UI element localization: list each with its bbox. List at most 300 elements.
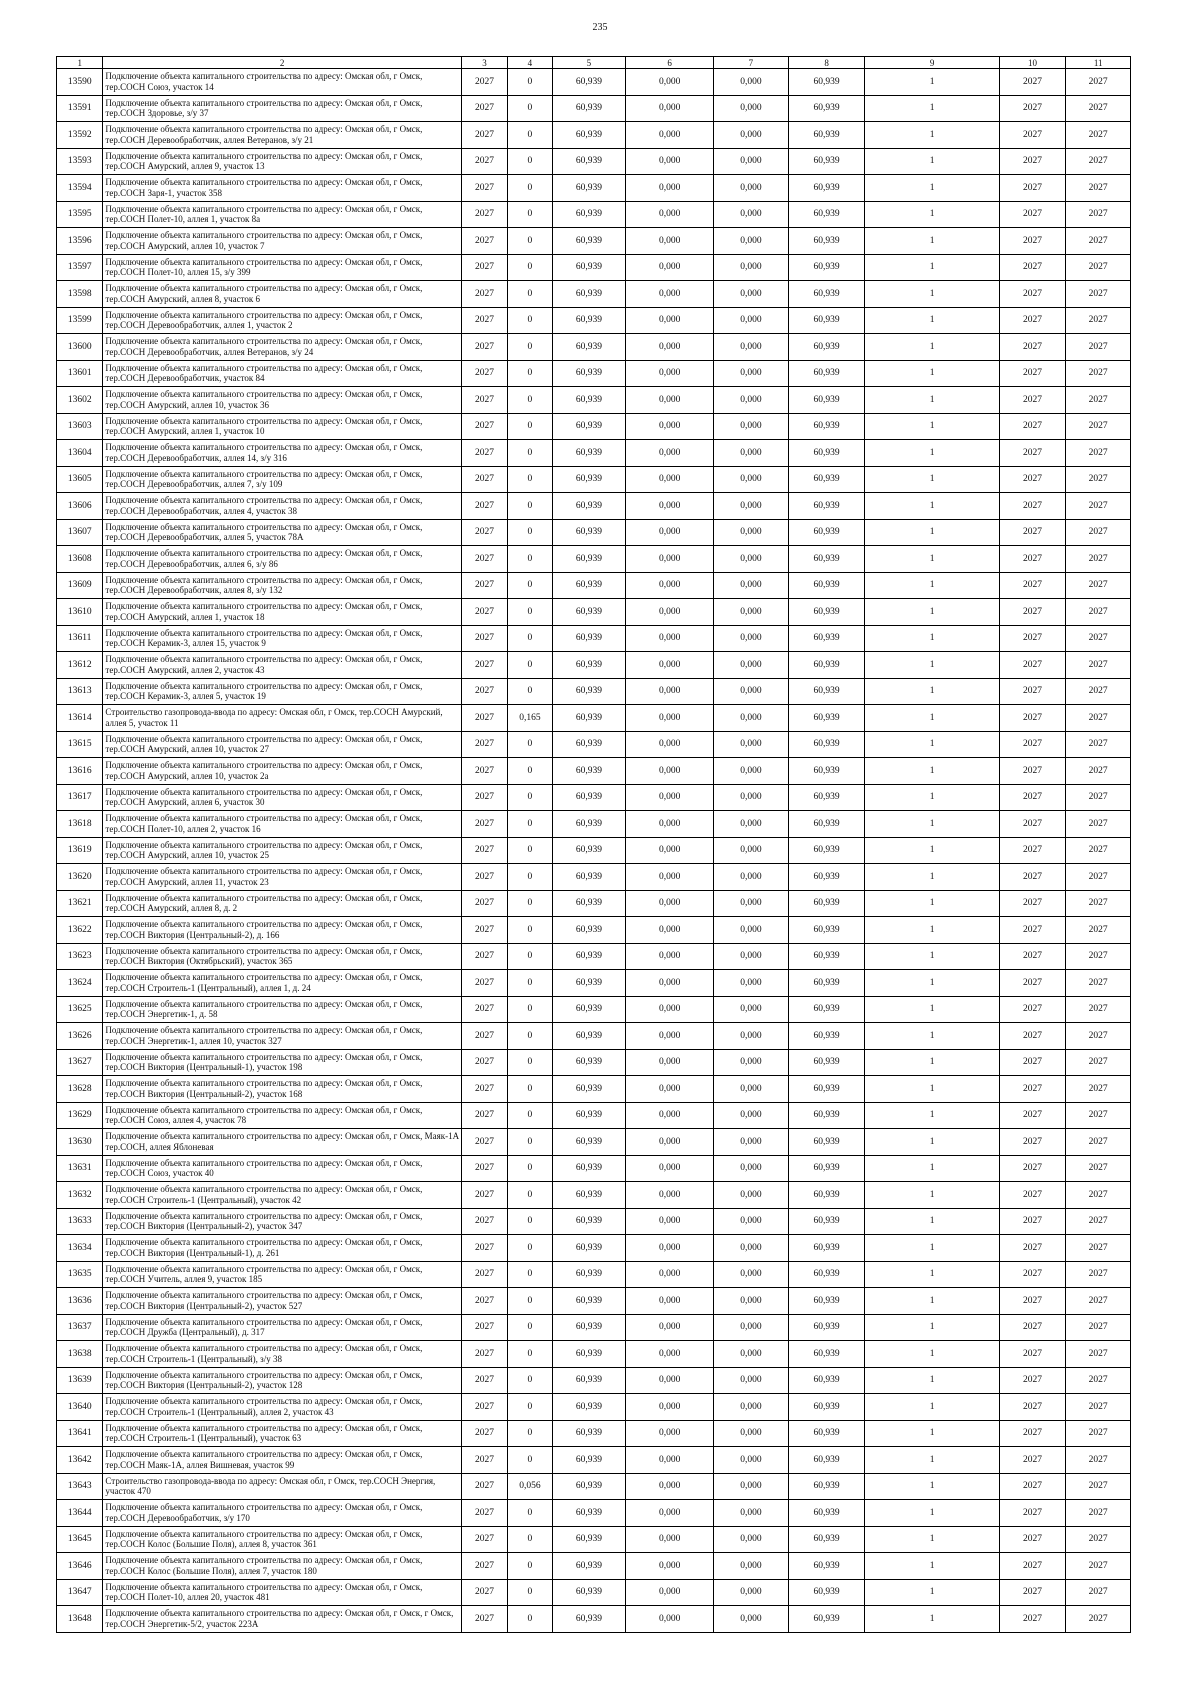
col-7-cell: 0,000 xyxy=(714,1420,789,1447)
col-5-cell: 60,939 xyxy=(552,1182,626,1209)
col-8-cell: 60,939 xyxy=(788,1023,865,1050)
col-10-cell: 2027 xyxy=(999,440,1066,467)
col-10-cell: 2027 xyxy=(999,1500,1066,1527)
table-row xyxy=(57,307,1131,334)
description-cell: Подключение объекта капитального строительства по адресу: Омская обл, г Омск, г Омск, тер.СОСН Энергетик-5/2, участок 223А xyxy=(103,1606,461,1633)
col-8-cell: 60,939 xyxy=(788,1208,865,1235)
col-6-cell: 0,000 xyxy=(626,599,714,626)
col-7-cell: 0,000 xyxy=(714,1314,789,1341)
table-row xyxy=(57,334,1131,361)
col-3-cell: 2027 xyxy=(461,864,507,891)
col-6-cell: 0,000 xyxy=(626,360,714,387)
col-11-cell: 2027 xyxy=(1066,1076,1131,1103)
col-8-cell: 60,939 xyxy=(788,784,865,811)
col-4-cell: 0 xyxy=(508,1102,552,1129)
row-number-cell: 13606 xyxy=(57,493,103,520)
col-11-cell: 2027 xyxy=(1066,254,1131,281)
col-9-cell: 1 xyxy=(865,1102,999,1129)
table-row xyxy=(57,917,1131,944)
col-5-cell: 60,939 xyxy=(552,413,626,440)
row-number-cell: 13599 xyxy=(57,307,103,334)
col-5-cell: 60,939 xyxy=(552,1447,626,1474)
col-8-cell: 60,939 xyxy=(788,1579,865,1606)
col-11-cell: 2027 xyxy=(1066,360,1131,387)
col-6-cell: 0,000 xyxy=(626,996,714,1023)
col-11-cell: 2027 xyxy=(1066,1129,1131,1156)
col-8-cell: 60,939 xyxy=(788,228,865,255)
column-header-10: 10 xyxy=(999,57,1066,69)
col-9-cell: 1 xyxy=(865,493,999,520)
col-3-cell: 2027 xyxy=(461,1076,507,1103)
col-3-cell: 2027 xyxy=(461,970,507,997)
col-6-cell: 0,000 xyxy=(626,148,714,175)
col-9-cell: 1 xyxy=(865,307,999,334)
col-3-cell: 2027 xyxy=(461,1049,507,1076)
col-10-cell: 2027 xyxy=(999,175,1066,202)
description-cell: Подключение объекта капитального строительства по адресу: Омская обл, г Омск, тер.СОСН Деревообработчик, аллея Ветеранов, з/у 21 xyxy=(103,122,461,149)
col-7-cell: 0,000 xyxy=(714,466,789,493)
col-4-cell: 0 xyxy=(508,95,552,122)
col-6-cell: 0,000 xyxy=(626,387,714,414)
description-cell: Подключение объекта капитального строительства по адресу: Омская обл, г Омск, тер.СОСН Амурский, аллея 8, участок 6 xyxy=(103,281,461,308)
col-3-cell: 2027 xyxy=(461,1208,507,1235)
col-5-cell: 60,939 xyxy=(552,864,626,891)
description-cell: Строительство газопровода-ввода по адресу: Омская обл, г Омск, тер.СОСН Энергия, участок 470 xyxy=(103,1473,461,1500)
row-number-cell: 13592 xyxy=(57,122,103,149)
table-row xyxy=(57,466,1131,493)
col-5-cell: 60,939 xyxy=(552,1208,626,1235)
col-6-cell: 0,000 xyxy=(626,493,714,520)
col-9-cell: 1 xyxy=(865,1553,999,1580)
col-8-cell: 60,939 xyxy=(788,864,865,891)
col-5-cell: 60,939 xyxy=(552,970,626,997)
col-7-cell: 0,000 xyxy=(714,996,789,1023)
col-4-cell: 0 xyxy=(508,1261,552,1288)
col-6-cell: 0,000 xyxy=(626,413,714,440)
row-number-cell: 13624 xyxy=(57,970,103,997)
col-10-cell: 2027 xyxy=(999,1288,1066,1315)
col-6-cell: 0,000 xyxy=(626,281,714,308)
description-cell: Подключение объекта капитального строительства по адресу: Омская обл, г Омск, тер.СОСН Маяк-1А, аллея Вишневая, участок 99 xyxy=(103,1447,461,1474)
description-cell: Подключение объекта капитального строительства по адресу: Омская обл, г Омск, тер.СОСН Деревообработчик, аллея 6, з/у 86 xyxy=(103,546,461,573)
col-10-cell: 2027 xyxy=(999,1553,1066,1580)
col-11-cell: 2027 xyxy=(1066,731,1131,758)
col-7-cell: 0,000 xyxy=(714,1049,789,1076)
col-4-cell: 0 xyxy=(508,572,552,599)
column-header-6: 6 xyxy=(626,57,714,69)
col-9-cell: 1 xyxy=(865,864,999,891)
col-5-cell: 60,939 xyxy=(552,307,626,334)
col-10-cell: 2027 xyxy=(999,625,1066,652)
col-7-cell: 0,000 xyxy=(714,281,789,308)
table-row xyxy=(57,731,1131,758)
col-6-cell: 0,000 xyxy=(626,1394,714,1421)
row-number-cell: 13626 xyxy=(57,1023,103,1050)
col-10-cell: 2027 xyxy=(999,784,1066,811)
col-7-cell: 0,000 xyxy=(714,1235,789,1262)
col-11-cell: 2027 xyxy=(1066,1341,1131,1368)
col-10-cell: 2027 xyxy=(999,970,1066,997)
description-cell: Подключение объекта капитального строительства по адресу: Омская обл, г Омск, тер.СОСН Амурский, аллея 2, участок 43 xyxy=(103,652,461,679)
col-9-cell: 1 xyxy=(865,1579,999,1606)
col-7-cell: 0,000 xyxy=(714,572,789,599)
table-row xyxy=(57,546,1131,573)
col-9-cell: 1 xyxy=(865,1447,999,1474)
col-11-cell: 2027 xyxy=(1066,784,1131,811)
col-5-cell: 60,939 xyxy=(552,148,626,175)
col-10-cell: 2027 xyxy=(999,996,1066,1023)
col-6-cell: 0,000 xyxy=(626,254,714,281)
col-6-cell: 0,000 xyxy=(626,546,714,573)
col-4-cell: 0 xyxy=(508,943,552,970)
col-3-cell: 2027 xyxy=(461,228,507,255)
col-8-cell: 60,939 xyxy=(788,519,865,546)
col-6-cell: 0,000 xyxy=(626,440,714,467)
col-10-cell: 2027 xyxy=(999,95,1066,122)
col-8-cell: 60,939 xyxy=(788,1553,865,1580)
col-10-cell: 2027 xyxy=(999,360,1066,387)
col-7-cell: 0,000 xyxy=(714,1023,789,1050)
table-row xyxy=(57,1155,1131,1182)
col-10-cell: 2027 xyxy=(999,1155,1066,1182)
col-8-cell: 60,939 xyxy=(788,1526,865,1553)
col-8-cell: 60,939 xyxy=(788,917,865,944)
col-4-cell: 0 xyxy=(508,599,552,626)
col-8-cell: 60,939 xyxy=(788,1394,865,1421)
col-9-cell: 1 xyxy=(865,254,999,281)
col-3-cell: 2027 xyxy=(461,1314,507,1341)
col-3-cell: 2027 xyxy=(461,917,507,944)
col-3-cell: 2027 xyxy=(461,546,507,573)
col-11-cell: 2027 xyxy=(1066,1553,1131,1580)
col-5-cell: 60,939 xyxy=(552,201,626,228)
table-row xyxy=(57,1049,1131,1076)
table-row xyxy=(57,811,1131,838)
col-11-cell: 2027 xyxy=(1066,811,1131,838)
row-number-cell: 13614 xyxy=(57,705,103,732)
row-number-cell: 13619 xyxy=(57,837,103,864)
col-8-cell: 60,939 xyxy=(788,1102,865,1129)
col-3-cell: 2027 xyxy=(461,1341,507,1368)
row-number-cell: 13610 xyxy=(57,599,103,626)
col-9-cell: 1 xyxy=(865,387,999,414)
description-cell: Подключение объекта капитального строительства по адресу: Омская обл, г Омск, тер.СОСН Союз, участок 40 xyxy=(103,1155,461,1182)
col-3-cell: 2027 xyxy=(461,413,507,440)
col-7-cell: 0,000 xyxy=(714,201,789,228)
col-10-cell: 2027 xyxy=(999,837,1066,864)
col-3-cell: 2027 xyxy=(461,1447,507,1474)
col-8-cell: 60,939 xyxy=(788,440,865,467)
col-7-cell: 0,000 xyxy=(714,1288,789,1315)
col-4-cell: 0 xyxy=(508,731,552,758)
col-8-cell: 60,939 xyxy=(788,175,865,202)
col-4-cell: 0 xyxy=(508,758,552,785)
col-10-cell: 2027 xyxy=(999,943,1066,970)
table-row xyxy=(57,784,1131,811)
table-row xyxy=(57,1579,1131,1606)
col-6-cell: 0,000 xyxy=(626,175,714,202)
col-7-cell: 0,000 xyxy=(714,1076,789,1103)
col-4-cell: 0 xyxy=(508,360,552,387)
col-9-cell: 1 xyxy=(865,546,999,573)
row-number-cell: 13605 xyxy=(57,466,103,493)
col-6-cell: 0,000 xyxy=(626,466,714,493)
description-cell: Подключение объекта капитального строительства по адресу: Омская обл, г Омск, тер.СОСН Амурский, аллея 9, участок 13 xyxy=(103,148,461,175)
col-7-cell: 0,000 xyxy=(714,837,789,864)
description-cell: Подключение объекта капитального строительства по адресу: Омская обл, г Омск, тер.СОСН Деревообработчик, участок 84 xyxy=(103,360,461,387)
col-5-cell: 60,939 xyxy=(552,254,626,281)
col-6-cell: 0,000 xyxy=(626,1314,714,1341)
col-3-cell: 2027 xyxy=(461,1394,507,1421)
col-3-cell: 2027 xyxy=(461,1288,507,1315)
description-cell: Подключение объекта капитального строительства по адресу: Омская обл, г Омск, тер.СОСН Амурский, аллея 10, участок 2а xyxy=(103,758,461,785)
col-11-cell: 2027 xyxy=(1066,1473,1131,1500)
col-5-cell: 60,939 xyxy=(552,493,626,520)
col-7-cell: 0,000 xyxy=(714,1394,789,1421)
col-6-cell: 0,000 xyxy=(626,1023,714,1050)
col-9-cell: 1 xyxy=(865,201,999,228)
table-row xyxy=(57,705,1131,732)
col-11-cell: 2027 xyxy=(1066,970,1131,997)
col-6-cell: 0,000 xyxy=(626,731,714,758)
col-5-cell: 60,939 xyxy=(552,1076,626,1103)
col-11-cell: 2027 xyxy=(1066,625,1131,652)
col-9-cell: 1 xyxy=(865,1076,999,1103)
description-cell: Подключение объекта капитального строительства по адресу: Омская обл, г Омск, тер.СОСН Керамик-3, аллея 15, участок 9 xyxy=(103,625,461,652)
description-cell: Подключение объекта капитального строительства по адресу: Омская обл, г Омск, тер.СОСН Полет-10, аллея 2, участок 16 xyxy=(103,811,461,838)
col-7-cell: 0,000 xyxy=(714,493,789,520)
row-number-cell: 13602 xyxy=(57,387,103,414)
col-10-cell: 2027 xyxy=(999,69,1066,96)
row-number-cell: 13647 xyxy=(57,1579,103,1606)
col-9-cell: 1 xyxy=(865,625,999,652)
col-7-cell: 0,000 xyxy=(714,1447,789,1474)
col-4-cell: 0 xyxy=(508,1314,552,1341)
col-6-cell: 0,000 xyxy=(626,95,714,122)
col-4-cell: 0 xyxy=(508,1076,552,1103)
row-number-cell: 13636 xyxy=(57,1288,103,1315)
col-3-cell: 2027 xyxy=(461,678,507,705)
table-row xyxy=(57,201,1131,228)
row-number-cell: 13645 xyxy=(57,1526,103,1553)
table-row xyxy=(57,1526,1131,1553)
description-cell: Подключение объекта капитального строительства по адресу: Омская обл, г Омск, тер.СОСН Энергетик-1, аллея 10, участок 327 xyxy=(103,1023,461,1050)
page-number: 235 xyxy=(592,22,608,33)
col-10-cell: 2027 xyxy=(999,758,1066,785)
col-3-cell: 2027 xyxy=(461,705,507,732)
col-11-cell: 2027 xyxy=(1066,890,1131,917)
col-6-cell: 0,000 xyxy=(626,1288,714,1315)
description-cell: Подключение объекта капитального строительства по адресу: Омская обл, г Омск, тер.СОСН Деревообработчик, аллея 8, з/у 132 xyxy=(103,572,461,599)
col-3-cell: 2027 xyxy=(461,281,507,308)
col-9-cell: 1 xyxy=(865,970,999,997)
col-5-cell: 60,939 xyxy=(552,678,626,705)
col-6-cell: 0,000 xyxy=(626,1129,714,1156)
description-cell: Подключение объекта капитального строительства по адресу: Омская обл, г Омск, тер.СОСН Строитель-1 (Центральный), участок 63 xyxy=(103,1420,461,1447)
col-6-cell: 0,000 xyxy=(626,122,714,149)
col-9-cell: 1 xyxy=(865,69,999,96)
description-cell: Подключение объекта капитального строительства по адресу: Омская обл, г Омск, тер.СОСН Виктория (Центральный-2), участок 168 xyxy=(103,1076,461,1103)
column-header-11: 11 xyxy=(1066,57,1131,69)
col-8-cell: 60,939 xyxy=(788,943,865,970)
col-3-cell: 2027 xyxy=(461,307,507,334)
row-number-cell: 13600 xyxy=(57,334,103,361)
col-8-cell: 60,939 xyxy=(788,466,865,493)
col-9-cell: 1 xyxy=(865,1155,999,1182)
col-6-cell: 0,000 xyxy=(626,1367,714,1394)
col-3-cell: 2027 xyxy=(461,175,507,202)
col-5-cell: 60,939 xyxy=(552,705,626,732)
col-5-cell: 60,939 xyxy=(552,1102,626,1129)
col-5-cell: 60,939 xyxy=(552,546,626,573)
col-4-cell: 0 xyxy=(508,546,552,573)
col-7-cell: 0,000 xyxy=(714,1606,789,1633)
col-11-cell: 2027 xyxy=(1066,519,1131,546)
col-10-cell: 2027 xyxy=(999,334,1066,361)
col-5-cell: 60,939 xyxy=(552,360,626,387)
col-10-cell: 2027 xyxy=(999,201,1066,228)
col-3-cell: 2027 xyxy=(461,1235,507,1262)
description-cell: Подключение объекта капитального строительства по адресу: Омская обл, г Омск, тер.СОСН Заря-1, участок 358 xyxy=(103,175,461,202)
col-4-cell: 0 xyxy=(508,519,552,546)
row-number-cell: 13612 xyxy=(57,652,103,679)
col-3-cell: 2027 xyxy=(461,731,507,758)
col-7-cell: 0,000 xyxy=(714,1208,789,1235)
column-header-5: 5 xyxy=(552,57,626,69)
col-4-cell: 0 xyxy=(508,148,552,175)
col-6-cell: 0,000 xyxy=(626,1341,714,1368)
col-4-cell: 0 xyxy=(508,334,552,361)
row-number-cell: 13641 xyxy=(57,1420,103,1447)
col-6-cell: 0,000 xyxy=(626,1526,714,1553)
col-3-cell: 2027 xyxy=(461,784,507,811)
col-9-cell: 1 xyxy=(865,1341,999,1368)
col-4-cell: 0 xyxy=(508,466,552,493)
col-4-cell: 0 xyxy=(508,890,552,917)
row-number-cell: 13637 xyxy=(57,1314,103,1341)
col-4-cell: 0 xyxy=(508,970,552,997)
col-6-cell: 0,000 xyxy=(626,943,714,970)
col-5-cell: 60,939 xyxy=(552,652,626,679)
description-cell: Подключение объекта капитального строительства по адресу: Омская обл, г Омск, тер.СОСН Амурский, аллея 10, участок 7 xyxy=(103,228,461,255)
row-number-cell: 13616 xyxy=(57,758,103,785)
description-cell: Подключение объекта капитального строительства по адресу: Омская обл, г Омск, тер.СОСН Виктория (Центральный-1), д. 261 xyxy=(103,1235,461,1262)
description-cell: Строительство газопровода-ввода по адресу: Омская обл, г Омск, тер.СОСН Амурский, аллея 5, участок 11 xyxy=(103,705,461,732)
col-9-cell: 1 xyxy=(865,281,999,308)
col-6-cell: 0,000 xyxy=(626,970,714,997)
col-3-cell: 2027 xyxy=(461,572,507,599)
col-11-cell: 2027 xyxy=(1066,1314,1131,1341)
table-row xyxy=(57,758,1131,785)
row-number-cell: 13617 xyxy=(57,784,103,811)
col-11-cell: 2027 xyxy=(1066,546,1131,573)
col-6-cell: 0,000 xyxy=(626,864,714,891)
col-5-cell: 60,939 xyxy=(552,731,626,758)
table-row xyxy=(57,890,1131,917)
col-3-cell: 2027 xyxy=(461,148,507,175)
col-8-cell: 60,939 xyxy=(788,1367,865,1394)
description-cell: Подключение объекта капитального строительства по адресу: Омская обл, г Омск, тер.СОСН Деревообработчик, з/у 170 xyxy=(103,1500,461,1527)
col-11-cell: 2027 xyxy=(1066,1155,1131,1182)
description-cell: Подключение объекта капитального строительства по адресу: Омская обл, г Омск, тер.СОСН Виктория (Центральный-2), участок 347 xyxy=(103,1208,461,1235)
col-6-cell: 0,000 xyxy=(626,1155,714,1182)
col-11-cell: 2027 xyxy=(1066,281,1131,308)
description-cell: Подключение объекта капитального строительства по адресу: Омская обл, г Омск, тер.СОСН Колос (Большие Поля), аллея 7, участок 180 xyxy=(103,1553,461,1580)
row-number-cell: 13590 xyxy=(57,69,103,96)
col-10-cell: 2027 xyxy=(999,1420,1066,1447)
col-9-cell: 1 xyxy=(865,943,999,970)
col-10-cell: 2027 xyxy=(999,811,1066,838)
col-5-cell: 60,939 xyxy=(552,758,626,785)
column-header-4: 4 xyxy=(508,57,552,69)
col-6-cell: 0,000 xyxy=(626,758,714,785)
table-row xyxy=(57,864,1131,891)
col-7-cell: 0,000 xyxy=(714,1553,789,1580)
col-3-cell: 2027 xyxy=(461,493,507,520)
col-5-cell: 60,939 xyxy=(552,599,626,626)
col-7-cell: 0,000 xyxy=(714,254,789,281)
col-11-cell: 2027 xyxy=(1066,1235,1131,1262)
col-10-cell: 2027 xyxy=(999,148,1066,175)
col-5-cell: 60,939 xyxy=(552,1049,626,1076)
col-10-cell: 2027 xyxy=(999,1473,1066,1500)
col-11-cell: 2027 xyxy=(1066,307,1131,334)
col-3-cell: 2027 xyxy=(461,1526,507,1553)
description-cell: Подключение объекта капитального строительства по адресу: Омская обл, г Омск, тер.СОСН Амурский, аллея 10, участок 27 xyxy=(103,731,461,758)
description-cell: Подключение объекта капитального строительства по адресу: Омская обл, г Омск, тер.СОСН Амурский, аллея 8, д. 2 xyxy=(103,890,461,917)
description-cell: Подключение объекта капитального строительства по адресу: Омская обл, г Омск, тер.СОСН Амурский, аллея 11, участок 23 xyxy=(103,864,461,891)
col-3-cell: 2027 xyxy=(461,360,507,387)
col-11-cell: 2027 xyxy=(1066,1182,1131,1209)
table-row xyxy=(57,970,1131,997)
col-8-cell: 60,939 xyxy=(788,387,865,414)
col-6-cell: 0,000 xyxy=(626,1500,714,1527)
col-3-cell: 2027 xyxy=(461,599,507,626)
table-row xyxy=(57,387,1131,414)
col-5-cell: 60,939 xyxy=(552,1420,626,1447)
col-6-cell: 0,000 xyxy=(626,228,714,255)
col-5-cell: 60,939 xyxy=(552,334,626,361)
col-10-cell: 2027 xyxy=(999,1447,1066,1474)
col-10-cell: 2027 xyxy=(999,122,1066,149)
table-row xyxy=(57,1553,1131,1580)
row-number-cell: 13596 xyxy=(57,228,103,255)
col-9-cell: 1 xyxy=(865,811,999,838)
description-cell: Подключение объекта капитального строительства по адресу: Омская обл, г Омск, тер.СОСН Амурский, аллея 10, участок 25 xyxy=(103,837,461,864)
col-10-cell: 2027 xyxy=(999,1394,1066,1421)
col-8-cell: 60,939 xyxy=(788,572,865,599)
row-number-cell: 13613 xyxy=(57,678,103,705)
col-11-cell: 2027 xyxy=(1066,440,1131,467)
col-4-cell: 0 xyxy=(508,440,552,467)
description-cell: Подключение объекта капитального строительства по адресу: Омская обл, г Омск, тер.СОСН Энергетик-1, д. 58 xyxy=(103,996,461,1023)
col-10-cell: 2027 xyxy=(999,1606,1066,1633)
col-7-cell: 0,000 xyxy=(714,890,789,917)
col-7-cell: 0,000 xyxy=(714,1261,789,1288)
col-4-cell: 0 xyxy=(508,1394,552,1421)
col-11-cell: 2027 xyxy=(1066,652,1131,679)
col-8-cell: 60,939 xyxy=(788,148,865,175)
col-11-cell: 2027 xyxy=(1066,466,1131,493)
col-6-cell: 0,000 xyxy=(626,784,714,811)
col-7-cell: 0,000 xyxy=(714,811,789,838)
col-9-cell: 1 xyxy=(865,360,999,387)
col-7-cell: 0,000 xyxy=(714,864,789,891)
col-9-cell: 1 xyxy=(865,731,999,758)
col-10-cell: 2027 xyxy=(999,493,1066,520)
col-9-cell: 1 xyxy=(865,95,999,122)
col-10-cell: 2027 xyxy=(999,1182,1066,1209)
